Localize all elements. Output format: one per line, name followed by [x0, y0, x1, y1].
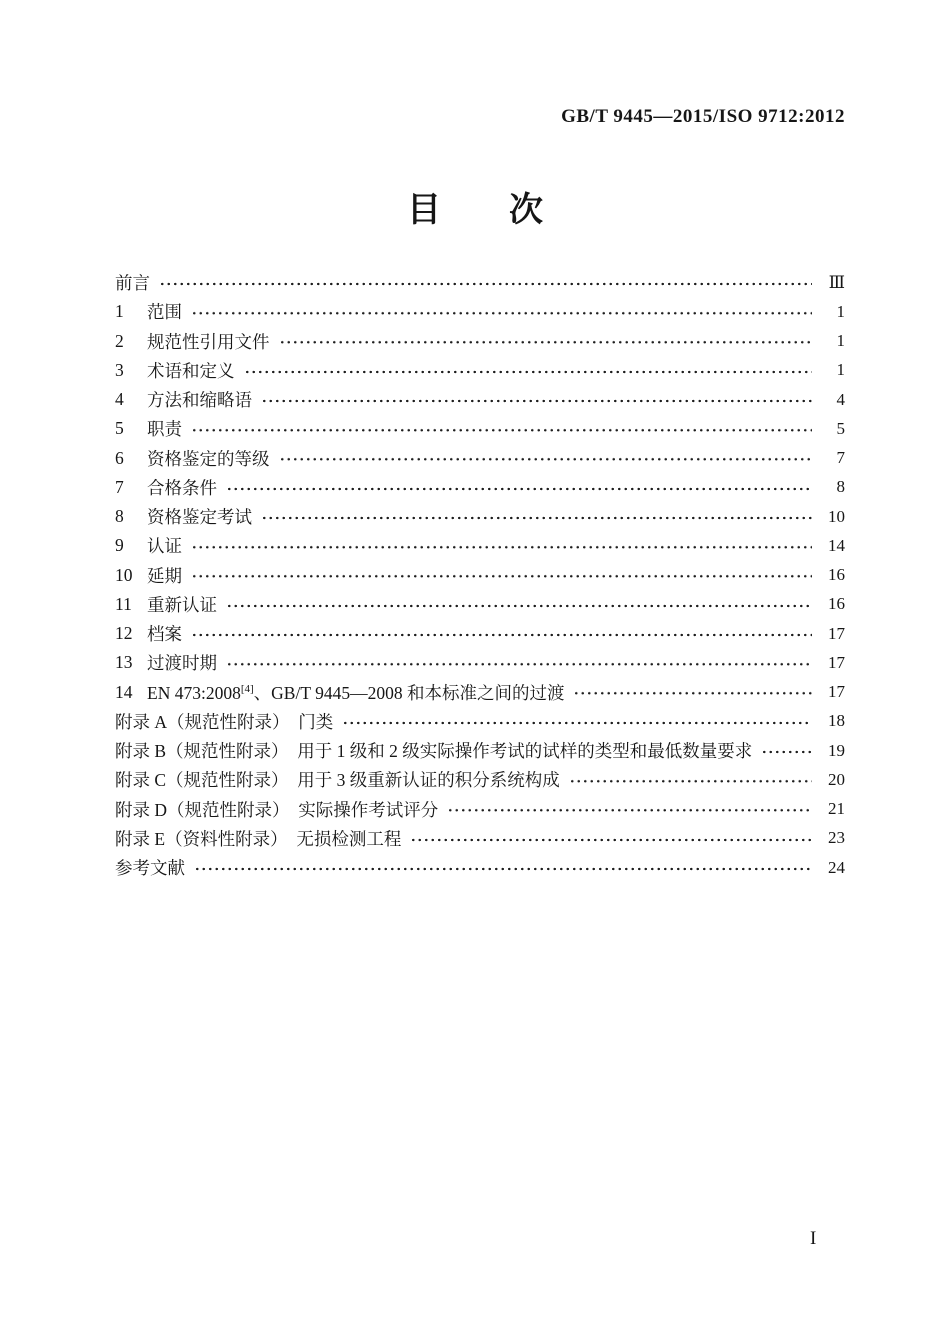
toc-item-label: 认证 [147, 536, 182, 557]
dot-leader [191, 422, 812, 440]
page-title: 目 次 [407, 192, 543, 229]
toc-item-page: 5 [836, 418, 845, 438]
toc-item-label: 范围 [147, 302, 182, 323]
toc-item-label: 延期 [147, 565, 182, 586]
toc-row-10 [115, 561, 845, 590]
toc-item-number: 5 [115, 418, 124, 439]
toc-item-label: 前言 [115, 273, 150, 294]
toc-row-annex-a [115, 707, 845, 736]
dot-leader [261, 509, 812, 527]
toc-item-number: 4 [115, 389, 124, 410]
dot-leader [226, 480, 812, 498]
toc-item-page: 17 [828, 652, 845, 672]
toc-item-page: 16 [828, 594, 845, 614]
toc-item-label: 档案 [147, 624, 182, 645]
dot-leader [410, 831, 812, 849]
toc-item-page: 17 [828, 623, 845, 643]
toc-item-label-part2: 、GB/T 9445—2008 和本标准之间的过渡 [253, 682, 565, 703]
toc-item-page: 14 [828, 535, 845, 555]
toc-item-page: 23 [828, 828, 845, 848]
toc-row-annex-c [115, 765, 845, 794]
dot-leader [191, 539, 812, 557]
toc-item-page: 1 [836, 301, 845, 321]
toc-item-page: 18 [828, 711, 845, 731]
toc-item-label: 重新认证 [147, 594, 217, 615]
toc-item-page: 20 [828, 769, 845, 789]
toc-row-14 [115, 678, 845, 707]
toc-row-4 [115, 385, 845, 414]
dot-leader [244, 363, 813, 381]
toc-item-label: 附录 D（规范性附录） 实际操作考试评分 [115, 799, 439, 820]
toc-row-annex-e [115, 824, 845, 853]
toc-row-11 [115, 590, 845, 619]
toc-item-number: 6 [115, 447, 124, 468]
toc-row-1 [115, 297, 845, 326]
toc-item-label: 职责 [147, 419, 182, 440]
toc-item-number: 2 [115, 330, 124, 351]
toc-row-annex-b [115, 736, 845, 765]
toc-item-number: 13 [115, 652, 133, 673]
toc-item-number: 1 [115, 301, 124, 322]
toc-item-number: 14 [115, 681, 133, 702]
toc-item-label: 参考文献 [115, 858, 185, 879]
toc-item-page: 1 [836, 331, 845, 351]
toc-item-number: 11 [115, 593, 132, 614]
dot-leader [279, 451, 813, 469]
toc-item-label: 附录 E（资料性附录） 无损检测工程 [115, 828, 402, 849]
toc-item-number: 10 [115, 564, 133, 585]
toc-item-label: 术语和定义 [147, 360, 235, 381]
toc-item-page: 16 [828, 565, 845, 585]
toc-item-page: 19 [828, 740, 845, 760]
dot-leader [447, 802, 812, 820]
toc-row-annex-d [115, 795, 845, 824]
dot-leader [261, 392, 812, 410]
toc-item-page: 17 [828, 682, 845, 702]
toc-item-page: 4 [836, 389, 845, 409]
toc-item-label: 资格鉴定考试 [147, 507, 252, 528]
toc-item-page: 10 [828, 506, 845, 526]
toc-item-label: 附录 A（规范性附录） 门类 [115, 711, 334, 732]
standard-number-header: GB/T 9445—2015/ISO 9712:2012 [561, 106, 845, 127]
toc-row-12 [115, 619, 845, 648]
toc-item-label: 资格鉴定的等级 [147, 448, 270, 469]
dot-leader [226, 597, 812, 615]
toc-item-number: 9 [115, 535, 124, 556]
toc-item-page: 24 [828, 857, 845, 877]
dot-leader [191, 626, 812, 644]
dot-leader [226, 656, 812, 674]
dot-leader [761, 743, 812, 761]
toc-item-page: Ⅲ [828, 272, 845, 292]
toc-item-label: 方法和缩略语 [147, 390, 252, 411]
toc-item-label-part1: EN 473:2008 [147, 682, 241, 703]
toc-row-9 [115, 531, 845, 560]
toc-row-2 [115, 327, 845, 356]
toc-item-page: 1 [836, 360, 845, 380]
toc-item-number: 12 [115, 623, 133, 644]
toc-item-number: 8 [115, 506, 124, 527]
dot-leader [279, 334, 813, 352]
dot-leader [573, 685, 812, 703]
toc-item-page: 7 [836, 448, 845, 468]
dot-leader [194, 860, 812, 878]
toc-item-citation-superscript: [4] [240, 682, 254, 695]
toc-row-7 [115, 473, 845, 502]
toc-item-number: 3 [115, 359, 124, 380]
toc-item-page: 8 [836, 477, 845, 497]
toc-row-3 [115, 356, 845, 385]
toc-row-13 [115, 648, 845, 677]
dot-leader [159, 275, 812, 293]
dot-leader [191, 305, 812, 323]
toc-row-foreword [115, 268, 845, 297]
toc-item-label: 合格条件 [147, 477, 217, 498]
footer-page-number: I [810, 1228, 817, 1249]
toc-item-label [147, 680, 564, 705]
table-of-contents [115, 268, 845, 882]
toc-item-label: 附录 B（规范性附录） 用于 1 级和 2 级实际操作考试的试样的类型和最低数量要求 [115, 741, 753, 762]
toc-item-page: 21 [828, 799, 845, 819]
toc-row-references [115, 853, 845, 882]
toc-item-label: 附录 C（规范性附录） 用于 3 级重新认证的积分系统构成 [115, 770, 560, 791]
toc-item-label: 过渡时期 [147, 653, 217, 674]
toc-row-6 [115, 444, 845, 473]
dot-leader [342, 714, 812, 732]
dot-leader [191, 568, 812, 586]
toc-item-number: 7 [115, 476, 124, 497]
dot-leader [569, 773, 812, 791]
toc-row-5 [115, 414, 845, 443]
toc-row-8 [115, 502, 845, 531]
toc-item-label: 规范性引用文件 [147, 331, 270, 352]
